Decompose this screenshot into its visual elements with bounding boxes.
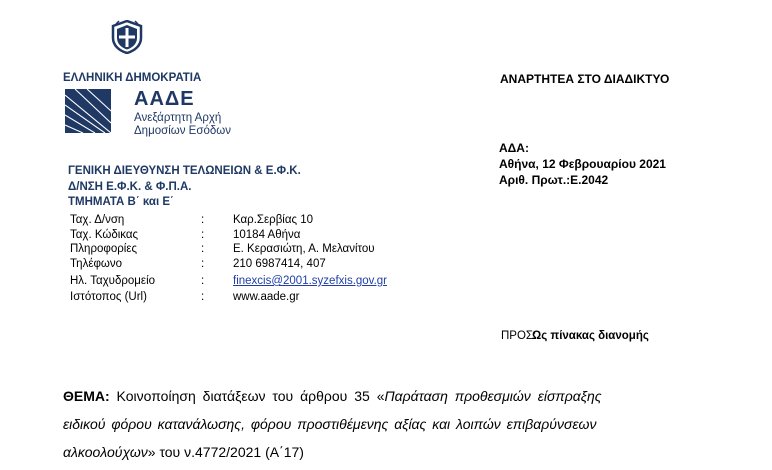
document-date: Αθήνα, 12 Φεβρουαρίου 2021 [499, 157, 666, 171]
subject-paragraph [63, 382, 675, 466]
logo-subtitle-1: Ανεξάρτητη Αρχή [134, 112, 222, 124]
subject-outro: » του ν.4772/2021 (Α΄17) [147, 444, 304, 460]
aade-logo-icon [65, 89, 121, 133]
republic-title: ΕΛΛΗΝΙΚΗ ΔΗΜΟΚΡΑΤΙΑ [63, 72, 202, 84]
posting-note: ΑΝΑΡΤΗΤΕΑ ΣΤΟ ΔΙΑΔΙΚΤΥΟ [500, 72, 670, 86]
contact-value: Καρ.Σερβίας 10 [233, 214, 314, 226]
contact-value: 210 6987414, 407 [233, 258, 326, 270]
contact-colon: : [201, 229, 205, 241]
email-link[interactable]: finexcis@2001.syzefxis.gov.gr [233, 275, 387, 287]
logo-name: ΑΑΔΕ [134, 88, 195, 110]
subject-label: ΘΕΜΑ: [63, 388, 110, 404]
subject-title-line-1: Παράταση προθεσμιών είσπραξης [384, 388, 602, 404]
greek-emblem-icon [110, 20, 144, 54]
contact-label: Πληροφορίες [70, 243, 138, 255]
subject-title-line-3: αλκοολούχων [63, 444, 148, 460]
protocol-number: Αριθ. Πρωτ.:Ε.2042 [499, 173, 609, 187]
recipient-value: Ως πίνακας διανομής [532, 330, 649, 342]
contact-label: Ιστότοπος (Url) [70, 291, 147, 303]
ada-label: ΑΔΑ: [499, 141, 529, 155]
contact-colon: : [201, 291, 205, 303]
recipient-label: ΠΡΟΣ: [501, 330, 537, 342]
contact-colon: : [201, 258, 205, 270]
department-line-3: ΤΜΗΜΑΤΑ Β΄ και Ε΄ [68, 196, 174, 208]
contact-value: Ε. Κερασιώτη, Α. Μελανίτου [233, 243, 375, 255]
contact-label: Ταχ. Δ/νση [70, 214, 125, 226]
contact-value: 10184 Αθήνα [233, 229, 301, 241]
department-line-2: Δ/ΝΣΗ Ε.Φ.Κ. & Φ.Π.Α. [68, 181, 192, 193]
contact-colon: : [201, 275, 205, 287]
subject-title-line-2: ειδικού φόρου κατανάλωσης, φόρου προστιθέμενης αξίας και λοιπών επιβαρύνσεων [63, 416, 597, 432]
logo-subtitle-2: Δημοσίων Εσόδων [134, 125, 231, 137]
contact-value: www.aade.gr [233, 291, 300, 303]
contact-colon: : [201, 214, 205, 226]
contact-colon: : [201, 243, 205, 255]
department-line-1: ΓΕΝΙΚΗ ΔΙΕΥΘΥΝΣΗ ΤΕΛΩΝΕΙΩΝ & Ε.Φ.Κ. [68, 165, 301, 177]
contact-label: Τηλέφωνο [70, 258, 123, 270]
contact-label: Ηλ. Ταχυδρομείο [70, 275, 156, 287]
subject-intro: Κοινοποίηση διατάξεων του άρθρου 35 « [109, 388, 385, 404]
contact-label: Ταχ. Κώδικας [70, 229, 139, 241]
